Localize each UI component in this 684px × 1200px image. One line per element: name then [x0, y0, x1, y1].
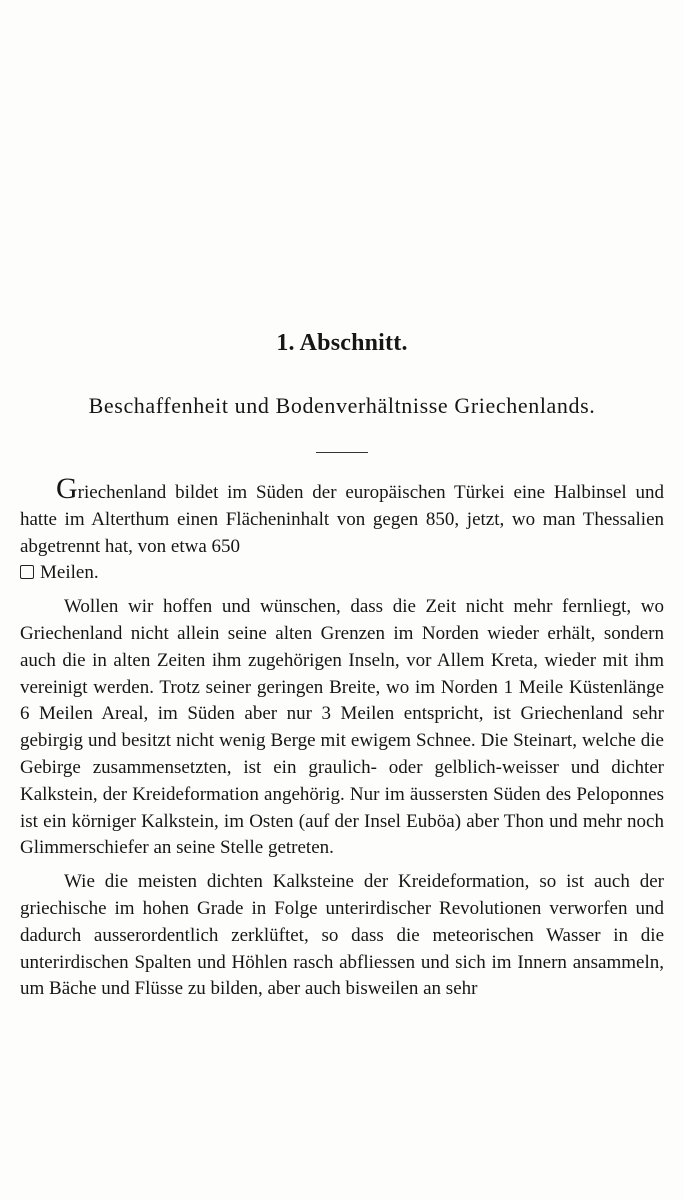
paragraph-1-text-b: Meilen. [40, 562, 99, 584]
paragraph-3: Wie die meisten dichten Kalksteine der Kreideformation, so ist auch der griechische im hohen Grade in Folge unterirdischer Revolutionen verworfen und dadurch ausserordentlich zerklüftet, so dass die meteorischen Wasser in die unterirdischen Spalten und Höhlen rasch abfliessen und sich im Innern ansammeln, um Bäche und Flüsse zu bilden, aber auch bisweilen an sehr [20, 871, 664, 1000]
paragraph-1-text-a: riechenland bildet im Süden der europäischen Türkei eine Halbinsel und hatte im Alterthum einen Flächeninhalt von gegen 850, jetzt, wo man Thessalien abgetrennt hat, von etwa 650 [20, 482, 664, 557]
paragraph-1 [20, 472, 664, 587]
chapter-subtitle: Beschaffenheit und Bodenverhältnisse Griechenlands. [88, 393, 596, 418]
body-text [20, 472, 664, 1010]
initial-letter: G [56, 472, 78, 505]
square-mile-symbol-icon [20, 565, 34, 579]
section-divider [316, 452, 368, 453]
paragraph-2: Wollen wir hoffen und wünschen, dass die Zeit nicht mehr fernliegt, wo Griechenland nicht allein seine alten Grenzen im Norden wieder erhält, sondern auch die in alten Zeiten ihm zugehörigen Inseln, vor Allem Kreta, wieder mit ihm vereinigt werden. Trotz seiner geringen Breite, wo im Norden 1 Meile Küstenlänge 6 Meilen Areal, im Süden aber nur 3 Meilen entspricht, ist Griechenland sehr gebirgig und besitzt nicht wenig Berge mit ewigem Schnee. Die Steinart, welche die Gebirge zusammensetzten, ist ein graulich- oder gelblich-weisser und dichter Kalkstein, der Kreideformation angehörig. Nur im äussersten Süden des Peloponnes ist ein körniger Kalkstein, im Osten (auf der Insel Euböa) aber Thon und mehr noch Glimmerschiefer an seine Stelle getreten. [20, 596, 664, 859]
chapter-title: 1. Abschnitt. [276, 330, 408, 356]
